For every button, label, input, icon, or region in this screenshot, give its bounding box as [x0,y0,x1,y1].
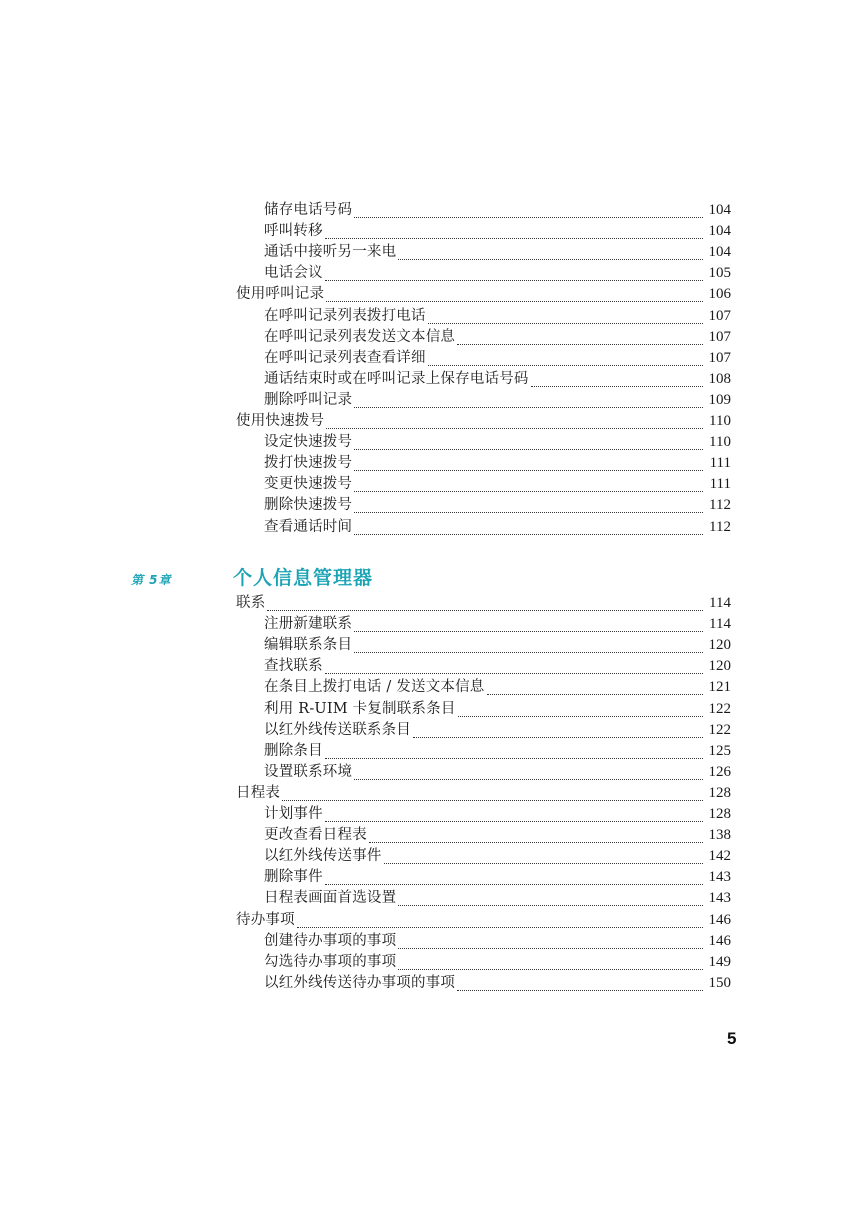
toc-entry-page: 112 [709,518,731,535]
toc-entry[interactable] [264,348,731,369]
dot-leader [325,747,703,762]
toc-entry-title: 以红外线传送事件 [264,848,382,865]
toc-entry[interactable] [264,720,731,741]
toc-entry[interactable] [264,825,731,846]
toc-entry-page: 107 [708,328,731,345]
toc-entry[interactable] [264,635,731,656]
toc-entry-title: 在条目上拨打电话 / 发送文本信息 [264,679,485,696]
toc-entry-title: 储存电话号码 [264,202,353,218]
dot-leader [487,683,703,698]
toc-entry[interactable] [264,952,731,973]
toc-entry-title: 删除事件 [264,869,323,886]
dot-leader [267,599,703,614]
toc-entry-title: 在呼叫记录列表拨打电话 [264,307,426,324]
toc-entry[interactable] [236,593,731,614]
toc-entry-title: 以红外线传送联系条目 [264,721,411,738]
toc-entry[interactable] [264,390,731,411]
toc-entry-page: 128 [708,784,731,801]
toc-entry[interactable] [236,411,731,432]
toc-entry[interactable] [264,888,731,909]
dot-leader [457,333,703,348]
toc-entry-title: 通话中接听另一来电 [264,244,397,261]
dot-leader [354,206,703,221]
dot-leader [398,958,703,973]
toc-entry-title: 使用呼叫记录 [236,286,325,303]
dot-leader [354,396,703,411]
toc-entry-page: 114 [709,595,731,611]
toc-entry-title: 注册新建联系 [264,616,353,633]
toc-entry-title: 设定快速拨号 [264,434,353,451]
dot-leader [297,916,703,931]
dot-leader [398,937,703,952]
dot-leader [354,459,703,474]
toc-entry-page: 138 [708,827,731,844]
dot-leader [413,726,703,741]
toc-entry[interactable] [264,517,731,538]
dot-leader [325,873,703,888]
toc-entry-page: 122 [708,700,731,717]
dot-leader [325,227,703,242]
toc-entry-title: 勾选待办事项的事项 [264,953,397,970]
toc-entry-title: 待办事项 [236,911,295,928]
dot-leader [428,312,703,327]
toc-entry-page: 106 [708,286,731,303]
dot-leader [458,705,703,720]
toc-entry-page: 112 [709,497,731,514]
dot-leader [326,290,703,305]
toc-entry-title: 删除条目 [264,742,323,759]
dot-leader [354,523,703,538]
toc-entry-page: 110 [709,434,731,451]
dot-leader [326,417,703,432]
toc-entry[interactable] [264,699,731,720]
dot-leader [325,662,703,677]
toc-entry-page: 109 [708,391,731,408]
toc-entry-page: 111 [709,455,731,472]
dot-leader [531,375,703,390]
toc-entry[interactable] [264,762,731,783]
toc-entry-page: 146 [708,911,731,928]
toc-entry-title: 联系 [236,595,266,611]
dot-leader [325,810,703,825]
toc-entry-page: 107 [708,307,731,324]
toc-entry-title: 呼叫转移 [264,223,323,240]
toc-entry[interactable] [264,242,731,263]
toc-entry[interactable] [264,656,731,677]
dot-leader [282,789,703,804]
toc-entry-page: 150 [708,974,731,991]
toc-entry[interactable] [264,263,731,284]
toc-entry-title: 删除呼叫记录 [264,391,353,408]
toc-entry[interactable] [264,677,731,698]
page-number: 5 [727,1029,737,1048]
toc-entry[interactable] [264,804,731,825]
toc-entry-title: 设置联系环境 [264,763,353,780]
toc-entry[interactable] [264,369,731,390]
toc-entry[interactable] [264,306,731,327]
toc-entry-page: 142 [708,848,731,865]
dot-leader [384,852,703,867]
dot-leader [354,480,703,495]
toc-entry[interactable] [264,741,731,762]
toc-entry-page: 143 [708,890,731,907]
toc-entry[interactable] [264,453,731,474]
toc-entry-title: 更改查看日程表 [264,827,367,844]
toc-entry-title: 通话结束时或在呼叫记录上保存电话号码 [264,370,529,387]
toc-entry-page: 125 [708,742,731,759]
toc-entry-page: 104 [708,223,731,240]
dot-leader [398,894,703,909]
toc-entry-page: 114 [709,616,731,633]
dot-leader [428,354,703,369]
toc-entry-page: 104 [708,244,731,261]
toc-entry[interactable] [264,221,731,242]
toc-entry-page: 122 [708,721,731,738]
toc-entry-title: 计划事件 [264,806,323,822]
toc-entry[interactable] [264,846,731,867]
toc-entry-title: 日程表画面首选设置 [264,890,397,907]
toc-entry-page: 143 [708,869,731,886]
toc-entry[interactable] [264,973,731,994]
toc-entry[interactable] [264,867,731,888]
toc-entry-title: 电话会议 [264,265,323,282]
dot-leader [457,979,703,994]
toc-entry-title: 查看通话时间 [264,518,353,535]
chapter-label: 第 5章 [131,573,172,587]
dot-leader [354,438,703,453]
toc-entry-page: 104 [708,202,731,218]
toc-entry-title: 拨打快速拨号 [264,455,353,472]
toc-entry-page: 149 [708,953,731,970]
toc-entry-title: 编辑联系条目 [264,637,353,654]
dot-leader [354,620,703,635]
toc-entry[interactable] [264,931,731,952]
toc-entry[interactable] [264,495,731,516]
toc-entry-page: 128 [708,806,731,822]
toc-entry-title: 在呼叫记录列表查看详细 [264,349,426,366]
toc-entry-title: 利用 R-UIM 卡复制联系条目 [264,700,456,717]
chapter-title: 个人信息管理器 [233,567,374,589]
toc-entry-title: 创建待办事项的事项 [264,932,397,949]
toc-entry-page: 121 [708,679,731,696]
toc-entry-page: 105 [708,265,731,282]
dot-leader [354,641,703,656]
dot-leader [354,768,703,783]
toc-entry[interactable] [236,783,731,804]
toc-entry[interactable] [236,284,731,305]
toc-entry[interactable] [264,432,731,453]
toc-entry-title: 使用快速拨号 [236,413,325,429]
toc-entry-title: 删除快速拨号 [264,497,353,514]
toc-entry[interactable] [264,474,731,495]
toc-entry[interactable] [264,614,731,635]
toc-entry-page: 111 [709,476,731,493]
toc-entry[interactable] [264,327,731,348]
toc-entry-page: 120 [708,658,731,675]
toc-entry-title: 查找联系 [264,658,323,675]
toc-entry-title: 以红外线传送待办事项的事项 [264,974,456,991]
toc-entry-page: 120 [708,637,731,654]
toc-entry-title: 变更快速拨号 [264,476,353,493]
toc-entry-page: 110 [709,413,731,429]
toc-entry[interactable] [236,910,731,931]
toc-entry-page: 108 [708,370,731,387]
toc-entry-page: 126 [708,763,731,780]
dot-leader [325,269,703,284]
toc-entry-title: 在呼叫记录列表发送文本信息 [264,328,456,345]
toc-entry-page: 146 [708,932,731,949]
dot-leader [369,831,703,846]
toc-entry[interactable] [264,200,731,221]
toc-entry-page: 107 [708,349,731,366]
toc-entry-title: 日程表 [236,784,281,801]
dot-leader [398,248,703,263]
dot-leader [354,501,703,516]
